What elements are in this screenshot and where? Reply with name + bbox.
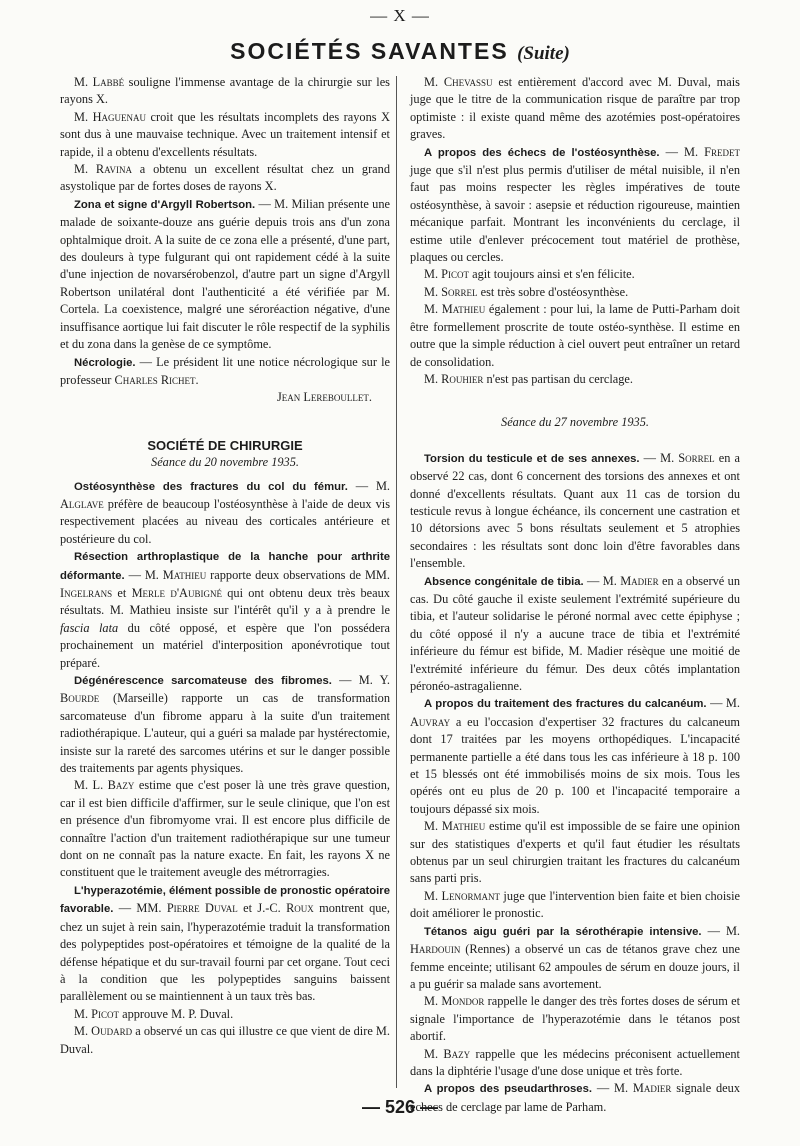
speaker-name: Fredet [704,144,740,159]
paragraph [60,1006,390,1023]
paragraph-text: — MM. [113,901,167,916]
paragraph-text: — M. [347,478,391,493]
paragraph-text: rappelle que les médecins préconisent actuellement dans la diphtérie l'usage d'une dose unique et très forte. [410,1046,740,1078]
paragraph-text: a eu l'occasion d'expertiser 32 fractures du calcaneum dont 17 traitées par les moyens orthopédiques. L'incapacité permanente partielle a été dans tous les cas inférieure à 18 p. 100 et 15 blessés ont été immobilisés moins de six mois. Tous les opérés ont eu plus de 20 p. 100 et l'incapacité temporaire a toujours dépassé six mois. [410,714,740,816]
section-title-text: SOCIÉTÉS SAVANTES [230,38,509,64]
speaker-name: Madier [620,573,659,588]
paragraph-text: signale deux échecs de cerclage par lame de Parham. [410,1081,740,1114]
paragraph-text: du côté opposé, et espère que l'on possédera prochainement un matériel d'interposition aponévrotique tout préparé. [60,620,390,670]
paragraph-text: préfère de beaucoup l'ostéosynthèse à l'aide de deux vis respectivement placées au niveau des corticales antérieure et postérieure du col. [60,496,390,546]
paragraph [410,1046,740,1081]
paragraph [410,573,740,696]
paragraph-text: et [112,585,132,600]
paragraph-text: a observé un cas qui illustre ce que vient de dire M. Duval. [60,1024,390,1056]
paragraph-text: juge que s'il n'est plus permis d'utiliser de métal nuisible, il n'en faut pas moins respecter les règles impératives de toute ostéosynthèse, à savoir : asepsie et réduction rigoureuse, maintien mécanique parfait. Montrant les inconvénients du cerclage, il estime utile d'enlever précocement tout matériel de prothèse, plaques ou cercles. [410,163,740,265]
speaker-name: Roux [286,901,314,916]
paragraph [410,371,740,388]
topic-heading: Absence congénitale de tibia. [424,575,584,588]
paragraph-text: — Le président lit une notice nécrologique sur le professeur [60,354,390,387]
paragraph-text: estime que c'est poser là une très grave question, car il est bien difficile d'affirmer, sur le seule clinique, que l'on est en présence d'un fibromyome vrai. Il est encore plus difficile de connaître l'action d'un traitement radiothérapique sur une tumeur dont on ne connaît pas la nature exacte. En fait, les rayons X ne constituent que le traitement aveugle des métrorragies. [60,778,390,880]
paragraph [60,672,390,777]
speaker-name: M. Picot [424,267,470,282]
speaker-name: M. Haguenau [74,109,147,124]
paragraph-text: — M. Y. [331,673,390,687]
paragraph [60,196,390,354]
paragraph-text: — M. [639,450,679,465]
paragraph-text: rapporte deux observations de MM. [206,567,390,582]
paragraph [60,109,390,161]
section-title [0,38,800,65]
paragraph-text: en a observé 22 cas, dont 6 concernent des torsions des annexes et ont donné d'excellents résultats. Quant aux 11 cas de torsion du testicule revus à longue échéance, ils concernent une castration et 10 détorsions avec 5 bons résultats seulement et 5 atrophies secondaires : les résultats sont donc loin d'être favorables dans l'ensemble. [410,450,741,571]
speaker-name: Auvray [410,714,451,729]
paragraph-text: estime qu'il est impossible de se faire une opinion sur des statistiques d'experts et qu'il faut étudier les résultats obtenus par un seul chirurgien traitant les fractures du calcanéum sans parti pris. [410,819,740,886]
speaker-name: M. Picot [74,1006,120,1021]
society-heading: SOCIÉTÉ DE CHIRURGIE [147,437,303,453]
page-number: — 526 — [361,1097,439,1117]
topic-heading: A propos du traitement des fractures du calcanéum. [424,698,707,711]
paragraph [410,888,740,923]
topic-heading: A propos des échecs de l'ostéosynthèse. [424,146,660,159]
paragraph-text: — M. [701,923,741,938]
paragraph [60,478,390,549]
paragraph [410,301,740,371]
paragraph-text: montrent que, chez un sujet à rein sain, l'hyperazotémie traduit la transformation des polypeptides post-opératoires et témoigne de la qualité de la défense hépatique et du sur-travail fourni par cet organe. Tout ceci à la condition que les polypeptides sanguins baissent parallèlement ou se maintiennent à un taux très bas. [60,901,390,1004]
paragraph-text: — M. [592,1081,633,1096]
speaker-name: M. Rouhier [424,371,484,386]
paragraph [410,74,740,144]
paragraph [410,695,740,818]
speaker-name: M. Labbé [74,75,125,89]
speaker-name: M. Bazy [424,1046,471,1061]
speaker-name: M. Ravina [74,162,132,177]
paragraph-text: en a observé un cas. Du côté gauche il existe seulement l'extrémité supérieure du tibia, et l'auteur solidarise le péroné normal avec cette épiphyse ; du côté opposé il n'y a aucune trace de tibia et l'extrémité inférieure du fémur est bifide, M. Madier résèque une moitié de l'extrémité inférieure du fémur. Des deux côtés implantation péronéo-astragalienne. [410,573,740,693]
topic-heading: Zona et signe d'Argyll Robertson. [74,198,256,211]
paragraph [410,923,740,994]
paragraph [410,266,740,283]
speaker-name: M. L. Bazy [74,778,135,793]
person-name: Ingelrans [60,585,113,600]
paragraph [410,818,740,888]
paragraph-text: (Rennes) a observé un cas de tétanos grave chez une femme enceinte; utilisant 62 ampoules de sérum en douze jours, il a pu guérir sa malade sans avortement. [410,942,740,991]
paragraph [410,993,740,1045]
topic-heading: Nécrologie. [74,356,136,369]
paragraph [60,74,390,109]
paragraph-text: a obtenu un excellent résultat chez un grand asystolique par de fortes doses de rayons X. [60,162,390,194]
paragraph-text: juge que l'intervention bien faite et bien choisie doit améliorer le pronostic. [410,888,740,921]
speaker-name: M. Sorrel [424,284,478,299]
paragraph-text: — M. [706,696,740,711]
italic-term: fascia lata [60,620,119,635]
paragraph-text: — M. Milian présente une malade de soixante-douze ans guérie depuis trois ans d'un zona ophtalmique droit. A la suite de ce zona elle a présenté, d'une part, des douleurs à type fulgurant qui ont rapidement cédé à la suite d'une injection de novarsérobenzol, d'autre part un signe d'Argyll Robertson unilatéral dont l'authenticité a été vérifiée par M. Cortela. La coexistence, malgré une séroréaction négative, d'une insuffisance aortique lui fait discuter le rôle respectif de la syphilis et du zona dans la genèse de ce symptôme. [60,196,390,352]
speaker-name: M. Mondor [424,994,485,1009]
paragraph-text: n'est pas partisan du cerclage. [483,371,633,386]
paragraph-text: souligne l'immense avantage de la chirurgie sur les rayons X. [60,75,390,107]
paragraph-text: — M. [659,144,705,159]
speaker-name: Sorrel [678,450,715,465]
paragraph-text: rappelle le danger des très fortes doses de sérum et signale l'importance de l'hyperazotémie dans le tétanos post abortif. [410,994,740,1044]
left-column [60,74,390,1058]
paragraph-text: est entièrement d'accord avec M. Duval, mais juge que le titre de la communication risque de paraître par trop optimiste : il existe quand même des azotémies post-opératoires graves. [410,75,740,142]
paragraph [60,161,390,196]
paragraph-text: qui ont obtenu deux très beaux résultats. M. Mathieu insiste sur l'intérêt qu'il y a à prendre le [60,585,390,618]
roman-folio: — X — [370,6,430,25]
paragraph [60,354,390,390]
author-signature: Jean Lereboullet. [276,390,372,405]
speaker-name: Alglave [60,496,104,511]
paragraph [410,144,740,267]
paragraph-text: (Marseille) rapporte un cas de transformation sarcomateuse d'un fibrome apparu à la suite d'un traitement radiothérapique. L'auteur, qui a guéri sa malade par hystérectomie, insiste sur la rareté des sarcomes utérins et sur le danger possible des traitements par agents physiques. [60,691,390,776]
speaker-name: Bourde [60,691,100,706]
speaker-name: M. Lenormant [424,888,501,903]
section-title-suffix: (Suite) [517,43,570,64]
topic-heading: L'hyperazotémie, élément possible de pronostic opératoire favorable. [60,884,390,916]
speaker-name: Mathieu [162,567,207,582]
topic-heading: Dégénérescence sarcomateuse des fibromes. [74,675,332,687]
person-name: Merle d'Aubigné [131,585,222,600]
topic-heading: Ostéosynthèse des fractures du col du fémur. [74,480,348,493]
right-column [410,74,740,1116]
paragraph-text: — M. [124,567,163,582]
speaker-name: M. Mathieu [424,302,486,317]
paragraph-text: croit que les résultats incomplets des rayons X sont dus à une mauvaise technique. Avec un traitement intensif et rapide, il a obtenu d'excellents résultats. [60,109,391,159]
paragraph [410,284,740,301]
topic-heading: Résection arthroplastique de la hanche pour arthrite déformante. [60,551,390,582]
session-date: Séance du 20 novembre 1935. [151,455,299,470]
paragraph-text: agit toujours ainsi et s'en félicite. [469,267,635,282]
paragraph [60,548,390,672]
topic-heading: Tétanos aigu guéri par la sérothérapie intensive. [424,925,702,938]
speaker-name: Madier [632,1081,672,1096]
person-name: Charles Richet. [114,372,199,387]
speaker-name: M. Chevassu [424,75,493,89]
paragraph [410,450,740,573]
speaker-name: Pierre Duval [166,901,238,916]
column-rule [396,76,397,1088]
session-date: Séance du 27 novembre 1935. [501,415,649,430]
speaker-name: M. Mathieu [424,819,486,834]
speaker-name: Hardouin [410,942,461,957]
paragraph [60,1023,390,1058]
paragraph-text: — M. [583,573,621,588]
paragraph-text: est très sobre d'ostéosynthèse. [477,284,629,299]
paragraph-text: et J.-C. [237,901,287,916]
paragraph-text: approuve M. P. Duval. [119,1006,234,1021]
paragraph-text: également : pour lui, la lame de Putti-Parham doit être formellement proscrite de toute ostéo-synthèse. Il estime en outre que la simple réduction à ciel ouvert peut entraîner un retard de consolidation. [410,302,740,369]
paragraph [60,882,390,1006]
topic-heading: Torsion du testicule et de ses annexes. [424,452,640,465]
paragraph [60,777,390,881]
speaker-name: M. Oudard [74,1024,133,1039]
topic-heading: A propos des pseudarthroses. [424,1083,593,1096]
